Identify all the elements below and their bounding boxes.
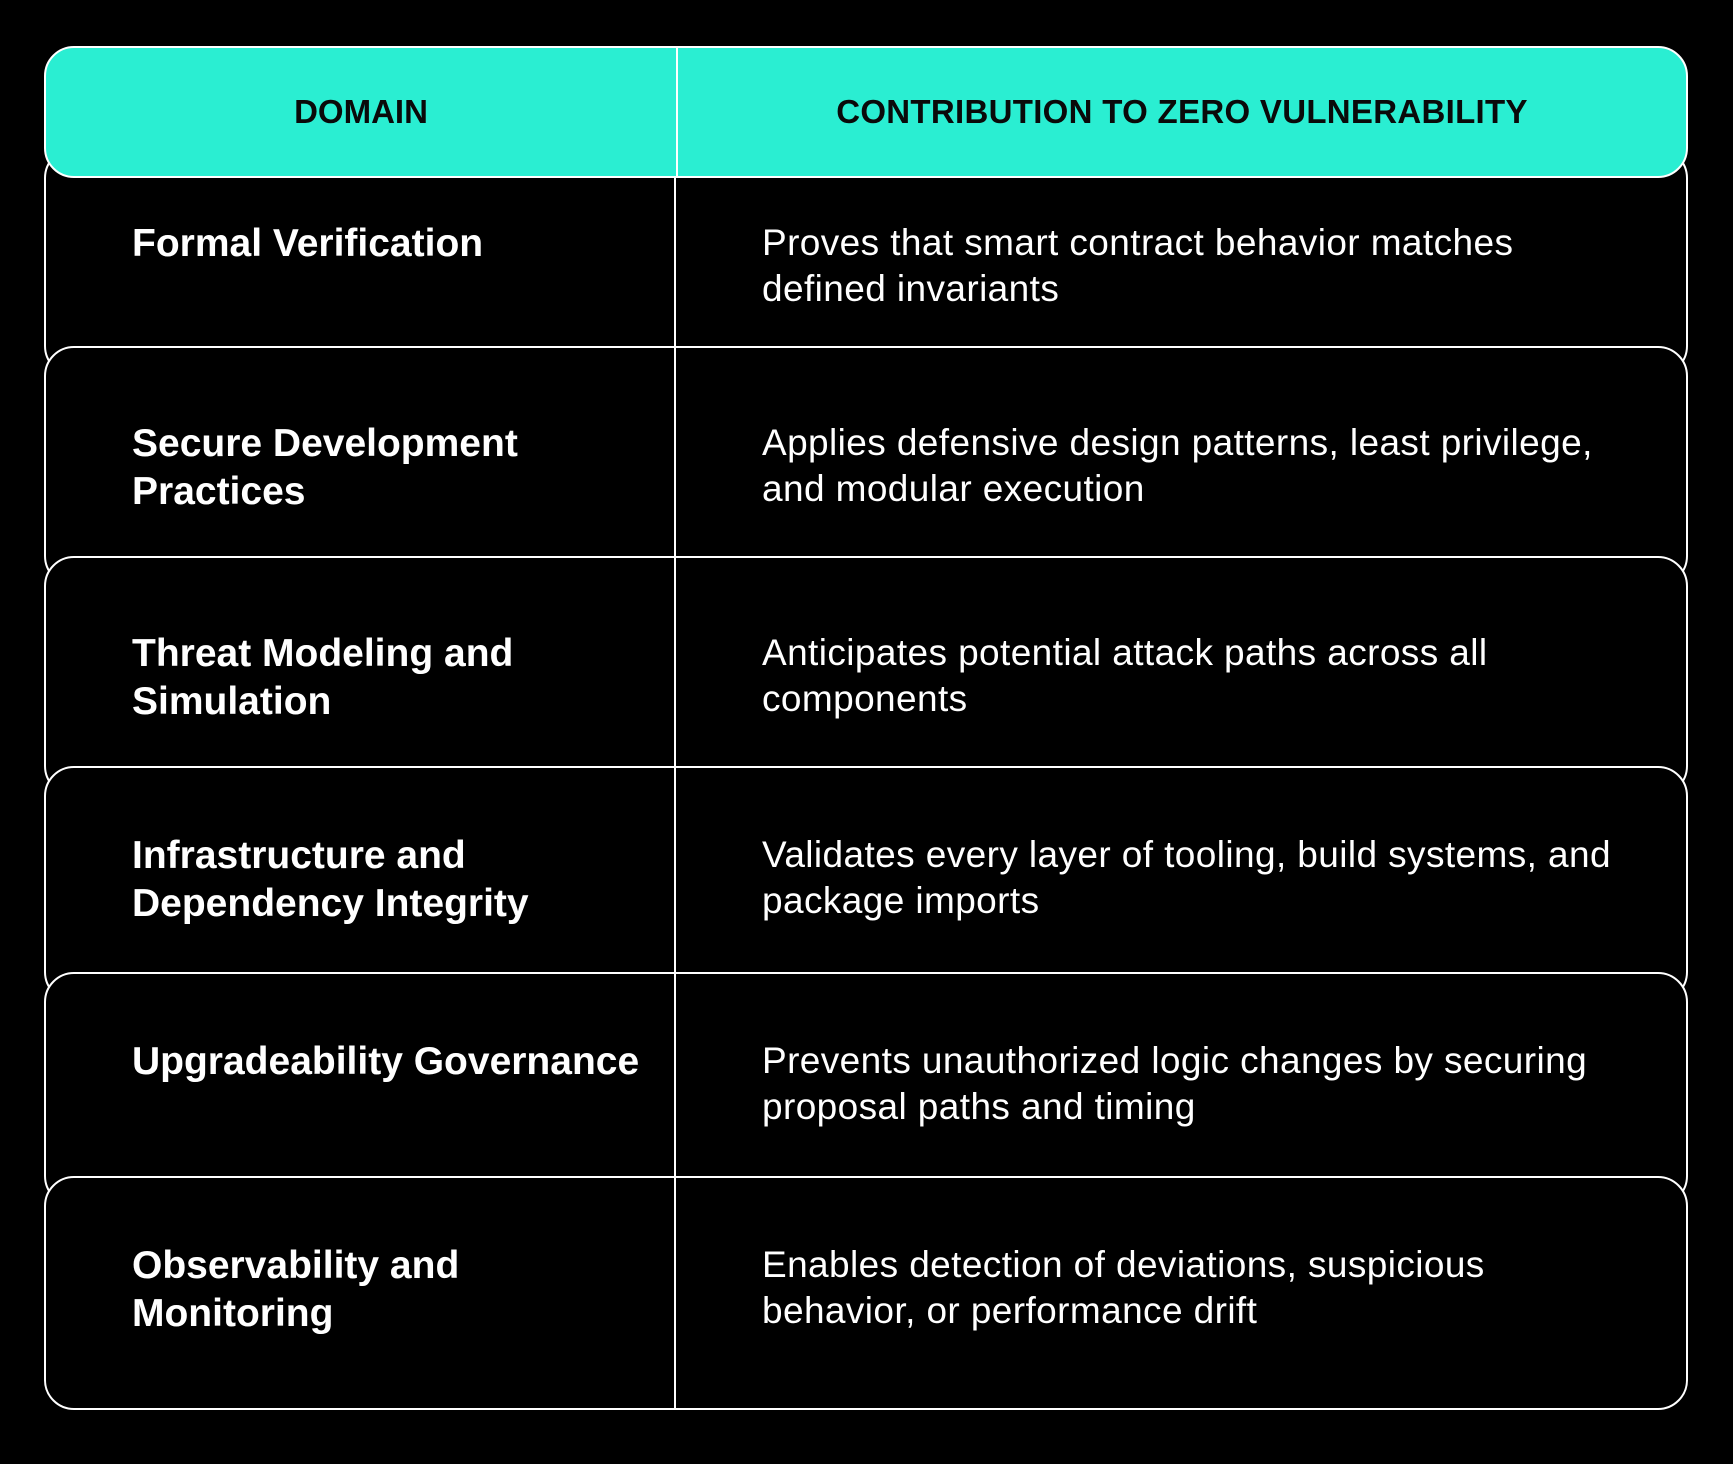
contribution-cell: Applies defensive design patterns, least privilege, and modular execution bbox=[762, 422, 1593, 509]
domain-cell: Infrastructure and Dependency Integrity bbox=[46, 768, 676, 1000]
table-row bbox=[44, 346, 1688, 586]
domain-cell: Observability and Monitoring bbox=[46, 1178, 676, 1408]
table-row bbox=[44, 1176, 1688, 1410]
table-row bbox=[44, 972, 1688, 1206]
table-row bbox=[44, 148, 1688, 376]
header-contribution: CONTRIBUTION TO ZERO VULNERABILITY bbox=[836, 93, 1528, 130]
domain-cell: Upgradeability Governance bbox=[46, 974, 676, 1204]
table-header bbox=[44, 46, 1688, 178]
domains-table bbox=[44, 46, 1688, 1410]
contribution-cell: Proves that smart contract behavior matches defined invariants bbox=[762, 222, 1514, 309]
domain-cell: Secure Development Practices bbox=[46, 348, 676, 584]
header-domain: DOMAIN bbox=[46, 48, 678, 176]
contribution-cell: Validates every layer of tooling, build systems, and package imports bbox=[762, 834, 1611, 921]
domain-cell: Formal Verification bbox=[46, 150, 676, 374]
table-row bbox=[44, 766, 1688, 1002]
contribution-cell: Prevents unauthorized logic changes by securing proposal paths and timing bbox=[762, 1040, 1588, 1127]
domain-cell: Threat Modeling and Simulation bbox=[46, 558, 676, 794]
table-row bbox=[44, 556, 1688, 796]
contribution-cell: Anticipates potential attack paths across all components bbox=[762, 632, 1488, 719]
contribution-cell: Enables detection of deviations, suspicious behavior, or performance drift bbox=[762, 1244, 1485, 1331]
